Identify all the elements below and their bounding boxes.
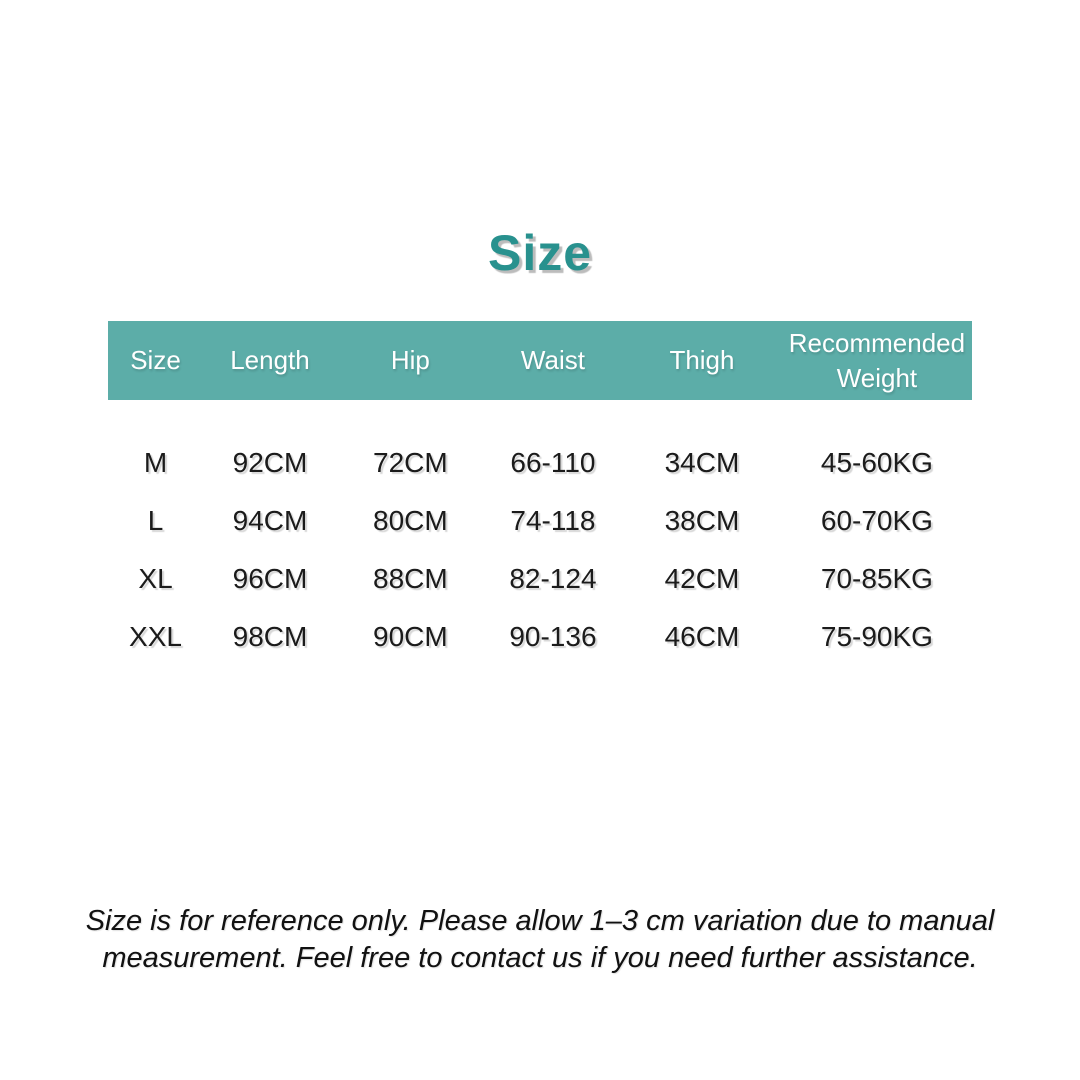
cell-size: L bbox=[147, 505, 164, 536]
size-table-body bbox=[108, 400, 972, 666]
header-row bbox=[108, 321, 972, 400]
cell-size: XL bbox=[138, 563, 173, 594]
size-table-header bbox=[108, 321, 972, 400]
cell-hip: 88CM bbox=[373, 563, 448, 594]
table-row-m bbox=[108, 400, 972, 492]
column-header-size: Size bbox=[130, 345, 181, 375]
cell-thigh: 46CM bbox=[664, 621, 740, 652]
column-header-waist: Waist bbox=[520, 345, 585, 375]
cell-waist: 90-136 bbox=[509, 621, 597, 652]
cell-thigh: 34CM bbox=[664, 447, 740, 478]
cell-length: 98CM bbox=[232, 621, 308, 652]
cell-hip: 90CM bbox=[373, 621, 448, 652]
footer-note-line-1: Size is for reference only. Please allow 1–3 cm variation due to manual bbox=[85, 905, 995, 937]
cell-weight: 45-60KG bbox=[820, 447, 933, 478]
column-header-recommended-weight: Recommended Weight bbox=[788, 327, 966, 393]
cell-length: 92CM bbox=[232, 447, 308, 478]
cell-length: 94CM bbox=[232, 505, 308, 536]
cell-size: XXL bbox=[129, 621, 182, 652]
cell-waist: 74-118 bbox=[510, 505, 596, 536]
table-row-xxl bbox=[108, 608, 972, 666]
table-row-l bbox=[108, 492, 972, 550]
size-table bbox=[108, 321, 972, 666]
cell-size: M bbox=[143, 447, 168, 478]
table-row-xl bbox=[108, 550, 972, 608]
cell-thigh: 38CM bbox=[664, 505, 740, 536]
cell-weight: 60-70KG bbox=[820, 505, 933, 536]
cell-thigh: 42CM bbox=[664, 563, 740, 594]
footer-note-line-2: measurement. Feel free to contact us if you need further assistance. bbox=[102, 942, 978, 974]
column-header-thigh: Thigh bbox=[669, 345, 735, 375]
cell-weight: 70-85KG bbox=[820, 563, 933, 594]
page-title: Size bbox=[487, 225, 593, 281]
cell-weight: 75-90KG bbox=[820, 621, 933, 652]
cell-hip: 80CM bbox=[373, 505, 448, 536]
cell-waist: 82-124 bbox=[509, 563, 597, 594]
cell-hip: 72CM bbox=[373, 447, 448, 478]
cell-length: 96CM bbox=[232, 563, 308, 594]
footer-note bbox=[50, 903, 1030, 977]
cell-waist: 66-110 bbox=[510, 447, 596, 478]
column-header-length: Length bbox=[230, 345, 310, 375]
column-header-hip: Hip bbox=[390, 345, 430, 375]
